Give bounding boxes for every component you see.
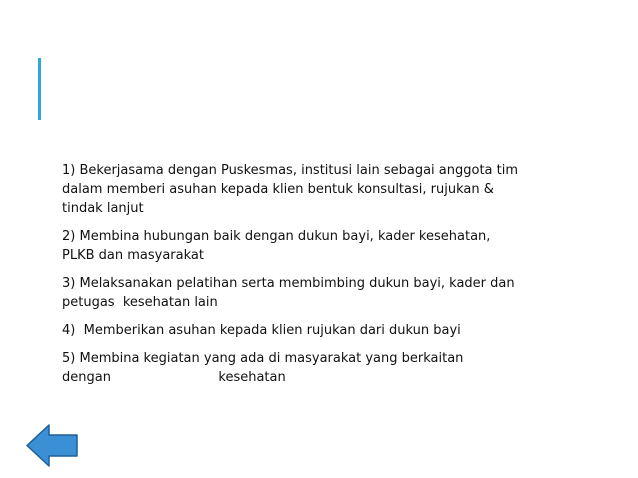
list-item-5 <box>62 349 582 387</box>
list-item-4 <box>62 321 582 340</box>
list-item-line: dalam memberi asuhan kepada klien bentuk konsultasi, rujukan & <box>62 182 494 197</box>
list-item-line: petugas kesehatan lain <box>62 295 218 310</box>
list-item-line: dengan kesehatan <box>62 370 286 385</box>
list-item-1 <box>62 161 582 218</box>
list-item-line: tindak lanjut <box>62 201 144 216</box>
back-arrow-icon <box>25 423 79 468</box>
list-item-line: PLKB dan masyarakat <box>62 248 204 263</box>
list-item-2 <box>62 227 582 265</box>
content-list <box>62 161 582 396</box>
list-item-line: 5) Membina kegiatan yang ada di masyarakat yang berkaitan <box>62 351 464 366</box>
list-item-line: 4) Memberikan asuhan kepada klien rujukan dari dukun bayi <box>62 323 461 338</box>
back-button[interactable] <box>25 423 79 468</box>
list-item-3 <box>62 274 582 312</box>
accent-bar <box>38 58 41 120</box>
list-item-line: 2) Membina hubungan baik dengan dukun bayi, kader kesehatan, <box>62 229 491 244</box>
list-item-line: 3) Melaksanakan pelatihan serta membimbing dukun bayi, kader dan <box>62 276 515 291</box>
list-item-line: 1) Bekerjasama dengan Puskesmas, institusi lain sebagai anggota tim <box>62 163 519 178</box>
